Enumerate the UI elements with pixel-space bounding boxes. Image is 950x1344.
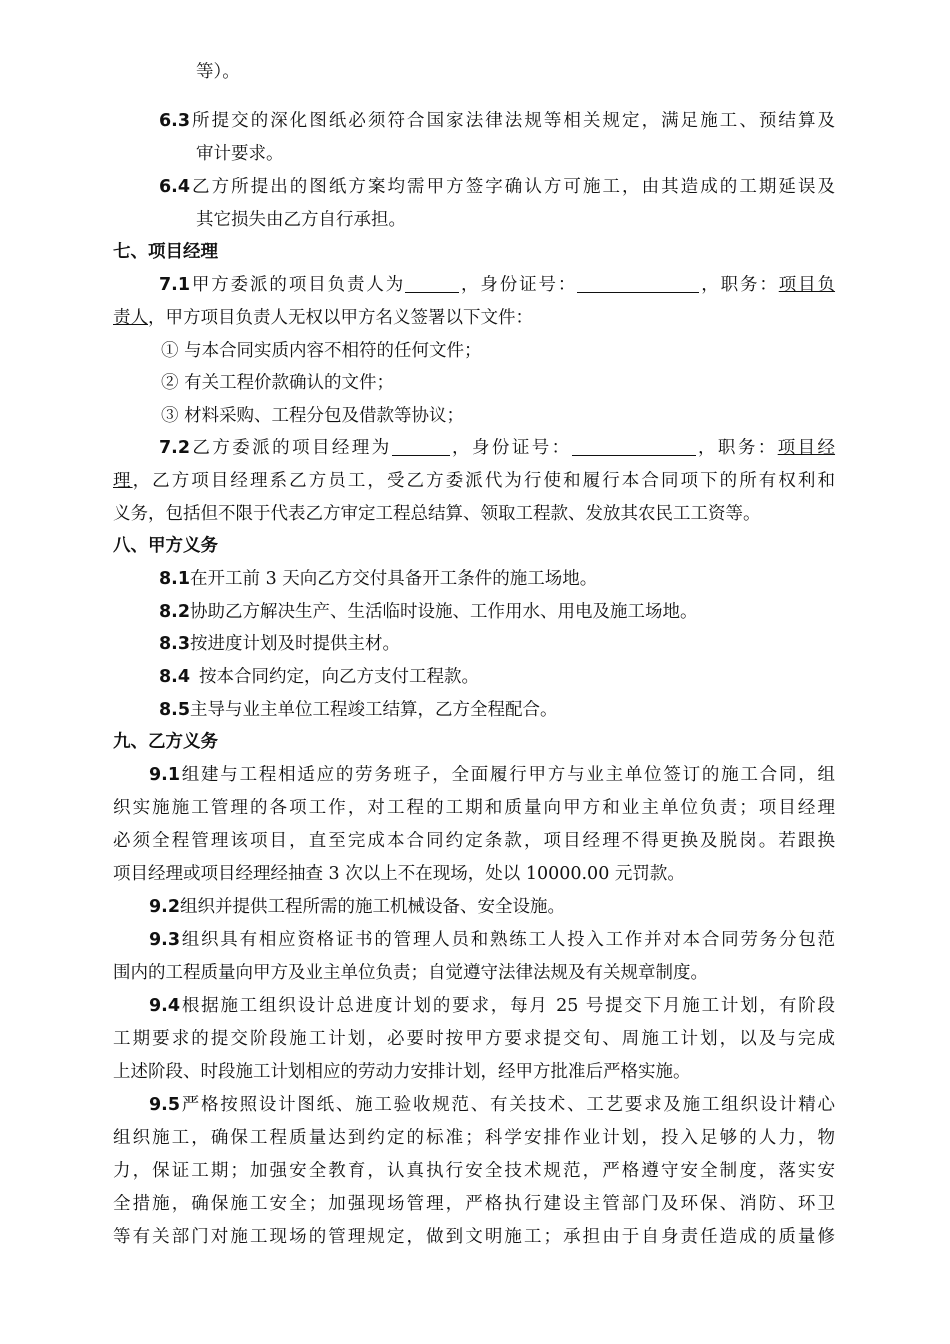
clause-text: 按进度计划及时提供主材。 <box>190 634 401 654</box>
clause-text: ，乙方项目经理系乙方员工，受乙方委派代为行使和履行本合同项下的所有权利和 <box>132 471 836 491</box>
id-number-blank[interactable] <box>577 272 699 293</box>
clause-9-1-cont: 织实施施工管理的各项工作，对工程的工期和质量向甲方和业主单位负责；项目经理 <box>113 798 835 818</box>
clause-number: 7.2 <box>159 438 191 458</box>
list-item: ① 与本合同实质内容不相符的任何文件； <box>161 341 482 361</box>
section-heading-8: 八、甲方义务 <box>113 536 218 556</box>
clause-8-3 <box>159 628 400 661</box>
clause-text: ，职务： <box>695 438 778 458</box>
clause-9-4-cont: 工期要求的提交阶段施工计划，必要时按甲方要求提交旬、周施工计划，以及与完成 <box>113 1029 835 1049</box>
clause-text: 甲方委派的项目负责人为 <box>190 275 406 295</box>
clause-8-5 <box>159 694 558 727</box>
position-value: 责人 <box>113 308 148 328</box>
clause-6-3 <box>159 105 835 138</box>
clause-8-2 <box>159 596 698 629</box>
clause-9-3-cont: 围内的工程质量向甲方及业主单位负责；自觉遵守法律法规及有关规章制度。 <box>113 963 708 983</box>
clause-7-2-cont <box>113 465 835 498</box>
name-blank[interactable] <box>392 435 450 456</box>
clause-number: 9.4 <box>149 996 181 1016</box>
position-value: 理 <box>113 471 133 491</box>
clause-text: 组建与工程相适应的劳务班子，全面履行甲方与业主单位签订的施工合同，组 <box>180 765 835 785</box>
clause-7-1-cont <box>113 302 533 335</box>
clause-9-1 <box>149 759 835 792</box>
clause-7-2-cont: 义务，包括但不限于代表乙方审定工程总结算、领取工程款、发放其农民工工资等。 <box>113 504 761 524</box>
clause-text: ，职务： <box>699 275 779 295</box>
clause-9-3 <box>149 924 835 957</box>
clause-text: 乙方委派的项目经理为 <box>190 438 392 458</box>
clause-9-1-cont: 必须全程管理该项目，直至完成本合同约定条款，项目经理不得更换及脱岗。若跟换 <box>113 831 835 851</box>
clause-number: 9.5 <box>149 1095 181 1115</box>
clause-number: 7.1 <box>159 275 191 295</box>
clause-9-2 <box>149 891 565 924</box>
clause-8-4 <box>159 661 479 694</box>
clause-9-5 <box>149 1089 835 1122</box>
clause-6-4 <box>159 171 835 204</box>
clause-text: 在开工前 3 天向乙方交付具备开工条件的施工场地。 <box>190 569 598 589</box>
clause-number: 6.3 <box>159 111 191 131</box>
clause-text: 主导与业主单位工程竣工结算，乙方全程配合。 <box>190 700 558 720</box>
clause-9-5-cont: 组织施工，确保工程质量达到约定的标准；科学安排作业计划，投入足够的人力，物 <box>113 1128 835 1148</box>
clause-9-4 <box>149 990 835 1023</box>
clause-number: 6.4 <box>159 177 191 197</box>
clause-8-1 <box>159 563 597 596</box>
clause-7-1 <box>159 269 835 302</box>
clause-number: 8.2 <box>159 602 191 622</box>
clause-text: ，身份证号： <box>459 275 578 295</box>
list-item: ② 有关工程价款确认的文件； <box>161 373 395 393</box>
position-value: 项目经 <box>777 438 836 458</box>
clause-9-1-cont: 项目经理或项目经理经抽查 3 次以上不在现场，处以 10000.00 元罚款。 <box>113 864 685 884</box>
clause-9-5-cont: 等有关部门对施工现场的管理规定，做到文明施工；承担由于自身责任造成的质量修 <box>113 1227 835 1247</box>
clause-number: 9.1 <box>149 765 181 785</box>
position-value: 项目负 <box>778 275 836 295</box>
clause-9-5-cont: 力，保证工期；加强安全教育，认真执行安全技术规范，严格遵守安全制度，落实安 <box>113 1161 835 1181</box>
clause-number: 8.4 <box>159 667 191 687</box>
clause-9-5-cont: 全措施，确保施工安全；加强现场管理，严格执行建设主管部门及环保、消防、环卫 <box>113 1194 835 1214</box>
name-blank[interactable] <box>405 272 459 293</box>
s6-continuation: 等）。 <box>196 62 240 82</box>
list-item: ③ 材料采购、工程分包及借款等协议； <box>161 406 465 426</box>
clause-number: 8.1 <box>159 569 191 589</box>
clause-number: 8.3 <box>159 634 191 654</box>
section-heading-7: 七、项目经理 <box>113 242 218 262</box>
clause-text: 按本合同约定，向乙方支付工程款。 <box>199 667 480 687</box>
id-number-blank[interactable] <box>572 435 696 456</box>
clause-number: 9.3 <box>149 930 181 950</box>
clause-text: 组织并提供工程所需的施工机械设备、安全设施。 <box>180 897 566 917</box>
clause-6-4-cont: 其它损失由乙方自行承担。 <box>196 210 406 230</box>
clause-number: 9.2 <box>149 897 181 917</box>
clause-text: 组织具有相应资格证书的管理人员和熟练工人投入工作并对本合同劳务分包范 <box>180 930 835 950</box>
clause-text: 乙方所提出的图纸方案均需甲方签字确认方可施工，由其造成的工期延误及 <box>190 177 835 197</box>
clause-text: 所提交的深化图纸必须符合国家法律法规等相关规定，满足施工、预结算及 <box>190 111 835 131</box>
clause-7-2 <box>159 432 835 465</box>
clause-text: 严格按照设计图纸、施工验收规范、有关技术、工艺要求及施工组织设计精心 <box>180 1095 835 1115</box>
clause-6-3-cont: 审计要求。 <box>196 144 284 164</box>
clause-text: 根据施工组织设计总进度计划的要求，每月 25 号提交下月施工计划，有阶段 <box>180 996 835 1016</box>
clause-text: ，身份证号： <box>449 438 572 458</box>
clause-number: 8.5 <box>159 700 191 720</box>
clause-text: 协助乙方解决生产、生活临时设施、工作用水、用电及施工场地。 <box>190 602 698 622</box>
clause-9-4-cont: 上述阶段、时段施工计划相应的劳动力安排计划，经甲方批准后严格实施。 <box>113 1062 691 1082</box>
clause-text: ，甲方项目负责人无权以甲方名义签署以下文件： <box>148 308 533 328</box>
section-heading-9: 九、乙方义务 <box>113 732 218 752</box>
